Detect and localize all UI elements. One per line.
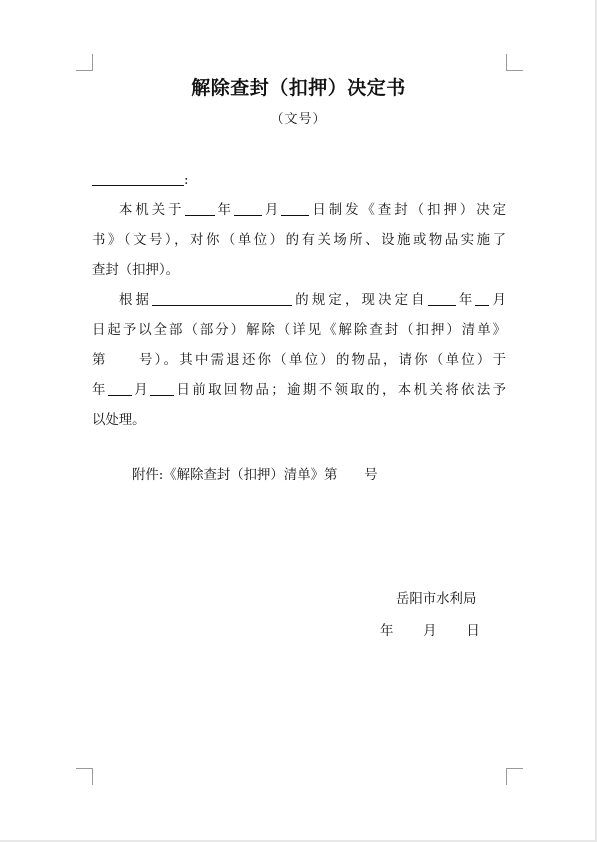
document-number: （文号） bbox=[270, 112, 327, 127]
addressee-blank bbox=[92, 171, 184, 186]
paragraph-2 bbox=[92, 286, 506, 436]
attachment-line: 附件:《解除查封（扣押）清单》第 号 bbox=[132, 468, 378, 483]
para1-line1: 本机关于 年 月 日制发《查封（扣押）决定 bbox=[119, 203, 507, 218]
issuer-name: 岳阳市水利局 bbox=[396, 592, 477, 607]
day-blank bbox=[281, 201, 309, 216]
para2-line5: 以处理。 bbox=[92, 413, 146, 428]
crop-mark-top-right bbox=[506, 54, 523, 71]
paragraph-1 bbox=[92, 196, 506, 286]
addressee-colon: : bbox=[184, 173, 189, 188]
crop-mark-bottom-left bbox=[76, 768, 93, 785]
para2-line3: 第 号）。其中需退还你（单位）的物品，请你（单位）于 bbox=[92, 353, 506, 368]
year-blank bbox=[428, 291, 456, 306]
para1-line2: 书》（文号），对你（单位）的有关场所、设施或物品实施了 bbox=[92, 233, 506, 248]
year-blank bbox=[185, 201, 215, 216]
crop-mark-top-left bbox=[76, 54, 93, 71]
crop-mark-bottom-right bbox=[506, 768, 523, 785]
para2-line1: 根据 的规定，现决定自 年 月 bbox=[119, 293, 507, 308]
para2-line4: 年 月 日前取回物品；逾期不领取的，本机关将依法予 bbox=[92, 383, 507, 398]
regulation-blank bbox=[152, 291, 292, 306]
document-title: 解除查封（扣押）决定书 bbox=[191, 77, 406, 99]
month-blank bbox=[108, 381, 132, 396]
para1-line3: 查封（扣押）。 bbox=[92, 263, 180, 278]
addressee-line bbox=[92, 166, 506, 196]
issue-date-line: 年 月 日 bbox=[380, 624, 481, 639]
para2-line2: 日起予以全部（部分）解除（详见《解除查封（扣押）清单》 bbox=[92, 323, 506, 338]
day-blank bbox=[150, 381, 174, 396]
month-blank bbox=[475, 291, 489, 306]
month-blank bbox=[234, 201, 262, 216]
